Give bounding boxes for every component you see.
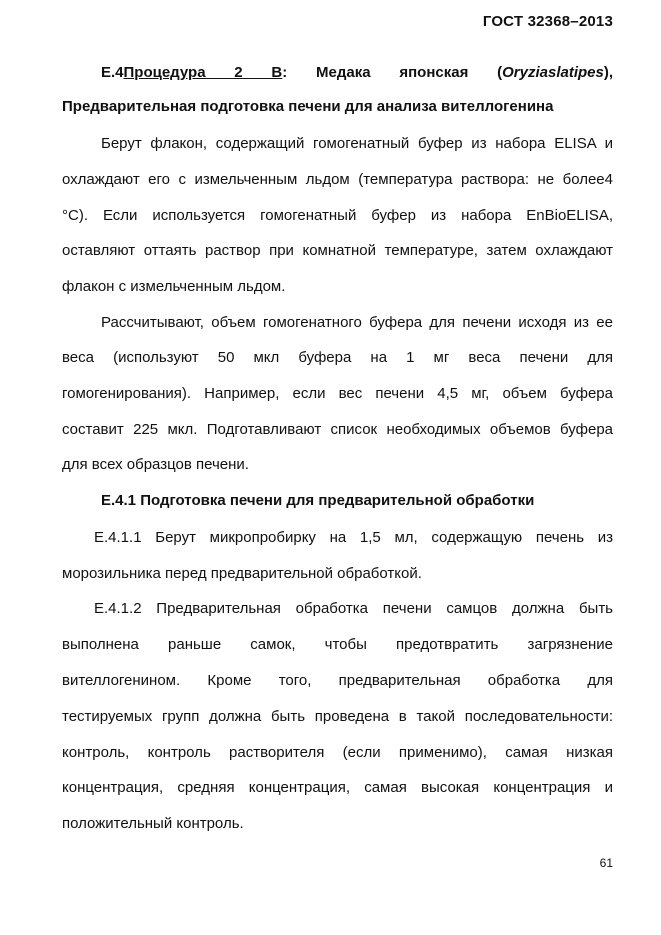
- paragraph-line: Е.4.1.1 Берут микропробирку на 1,5 мл, содержащую печень из: [94, 529, 613, 546]
- paragraph-line: Рассчитывают, объем гомогенатного буфера для печени исходя из ее: [101, 314, 613, 331]
- subsection-heading: Е.4.1 Подготовка печени для предварительной обработки: [101, 492, 535, 509]
- paragraph-line: Берут флакон, содержащий гомогенатный буфер из набора ELISA и: [101, 135, 613, 152]
- paragraph-line: вителлогенином. Кроме того, предварительная обработка для: [62, 672, 613, 689]
- standard-header: ГОСТ 32368–2013: [482, 13, 613, 30]
- section-title-line2: Предварительная подготовка печени для анализа вителлогенина: [62, 98, 554, 115]
- paragraph-line: составит 225 мкл. Подготавливают список необходимых объемов буфера: [62, 421, 613, 438]
- paragraph-line: контроль, контроль растворителя (если применимо), самая низкая: [62, 744, 613, 761]
- paragraph-line: веса (используют 50 мкл буфера на 1 мг веса печени для: [62, 349, 613, 366]
- section-number: Е.4: [101, 64, 124, 81]
- section-title-line1: [101, 63, 613, 83]
- paragraph-line: для всех образцов печени.: [62, 456, 249, 473]
- species-latin: (Oryziaslatipes),: [497, 64, 614, 81]
- page-number: 61: [599, 856, 613, 870]
- paragraph-line: Е.4.1.2 Предварительная обработка печени самцов должна быть: [94, 600, 613, 617]
- paragraph-line: выполнена раньше самок, чтобы предотвратить загрязнение: [62, 636, 613, 653]
- paragraph-line: гомогенирования). Например, если вес печени 4,5 мг, объем буфера: [62, 385, 613, 402]
- paragraph-line: оставляют оттаять раствор при комнатной температуре, затем охлаждают: [62, 242, 613, 259]
- paragraph-line: °С). Если используется гомогенатный буфер из набора EnBioELISA,: [62, 207, 613, 224]
- paragraph-line: тестируемых групп должна быть проведена в такой последовательности:: [62, 708, 613, 725]
- paragraph-line: положительный контроль.: [62, 815, 244, 832]
- species-name: Медака японская: [316, 64, 469, 81]
- paragraph-line: морозильника перед предварительной обработкой.: [62, 565, 422, 582]
- title-colon: :: [282, 64, 288, 81]
- paragraph-line: флакон с измельченным льдом.: [62, 278, 286, 295]
- paragraph-line: концентрация, средняя концентрация, самая высокая концентрация и: [62, 779, 613, 796]
- paragraph-line: охлаждают его с измельченным льдом (температура раствора: не более4: [62, 171, 613, 188]
- procedure-label: Процедура 2 В: [123, 64, 283, 81]
